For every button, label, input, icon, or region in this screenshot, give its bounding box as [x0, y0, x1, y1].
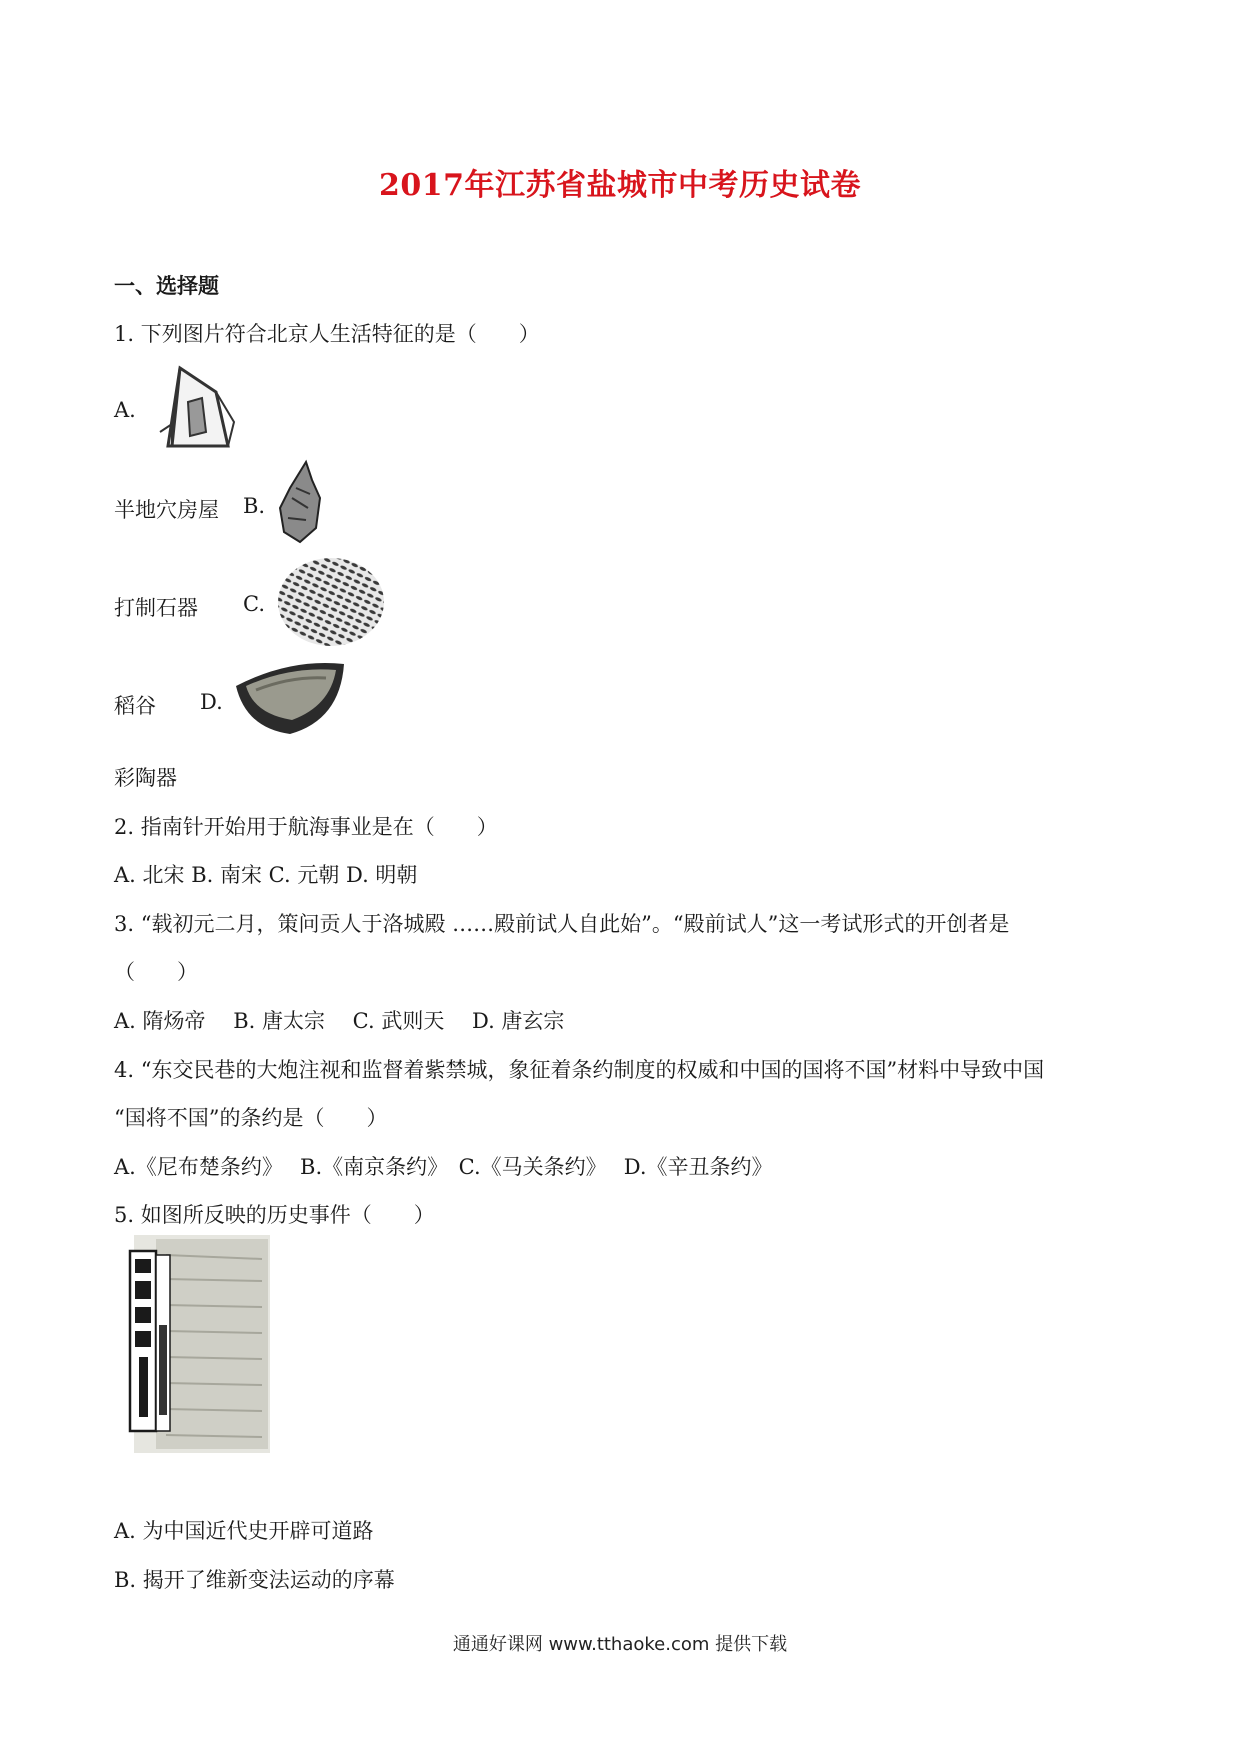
section-heading: 一、选择题: [114, 273, 219, 298]
question-4-options: A.《尼布楚条约》 B.《南京条约》 C.《马关条约》 D.《辛丑条约》: [114, 1155, 773, 1179]
question-3-stem-continued: （ ）: [114, 960, 198, 984]
question-3-options: A. 隋炀帝 B. 唐太宗 C. 武则天 D. 唐玄宗: [114, 1009, 565, 1033]
question-1-stem: 1. 下列图片符合北京人生活特征的是（ ）: [114, 322, 540, 346]
q1-option-b-caption: 打制石器: [114, 596, 198, 620]
page-footer[interactable]: 通通好课网 www.tthaoke.com 提供下载: [452, 1634, 788, 1655]
q1-option-d-caption: 彩陶器: [114, 766, 177, 790]
question-5-stem: 5. 如图所反映的历史事件（ ）: [114, 1203, 435, 1227]
question-2-options: A. 北宋 B. 南宋 C. 元朝 D. 明朝: [114, 863, 418, 887]
question-3-stem: 3. “载初元二月，策问贡人于洛城殿 ……殿前试人自此始”。“殿前试人”这一考试形式的开创者是: [114, 912, 1010, 936]
question-4-stem: 4. “东交民巷的大炮注视和监督着紫禁城，象征着条约制度的权威和中国的国将不国”材料中导致中国: [114, 1058, 1045, 1082]
rice-grains-image: [275, 555, 387, 649]
historical-document-image: [126, 1235, 274, 1457]
question-5-option-b: B. 揭开了维新变法运动的序幕: [114, 1568, 395, 1592]
semi-underground-house-image: [158, 362, 238, 454]
question-4-stem-continued: “国将不国”的条约是（ ）: [114, 1106, 388, 1130]
page-title: 2017年江苏省盐城市中考历史试卷: [379, 168, 861, 203]
q1-option-a-label: A.: [114, 398, 136, 422]
q1-option-c-label: C.: [243, 592, 265, 616]
q1-option-b-label: B.: [243, 494, 266, 518]
question-2-stem: 2. 指南针开始用于航海事业是在（ ）: [114, 815, 498, 839]
chipped-stone-tool-image: [276, 458, 324, 546]
painted-pottery-image: [232, 650, 348, 740]
q1-option-a-caption: 半地穴房屋: [114, 498, 219, 522]
q1-option-c-caption: 稻谷: [114, 694, 156, 718]
question-5-option-a: A. 为中国近代史开辟可道路: [114, 1519, 374, 1543]
q1-option-d-label: D.: [200, 690, 223, 714]
